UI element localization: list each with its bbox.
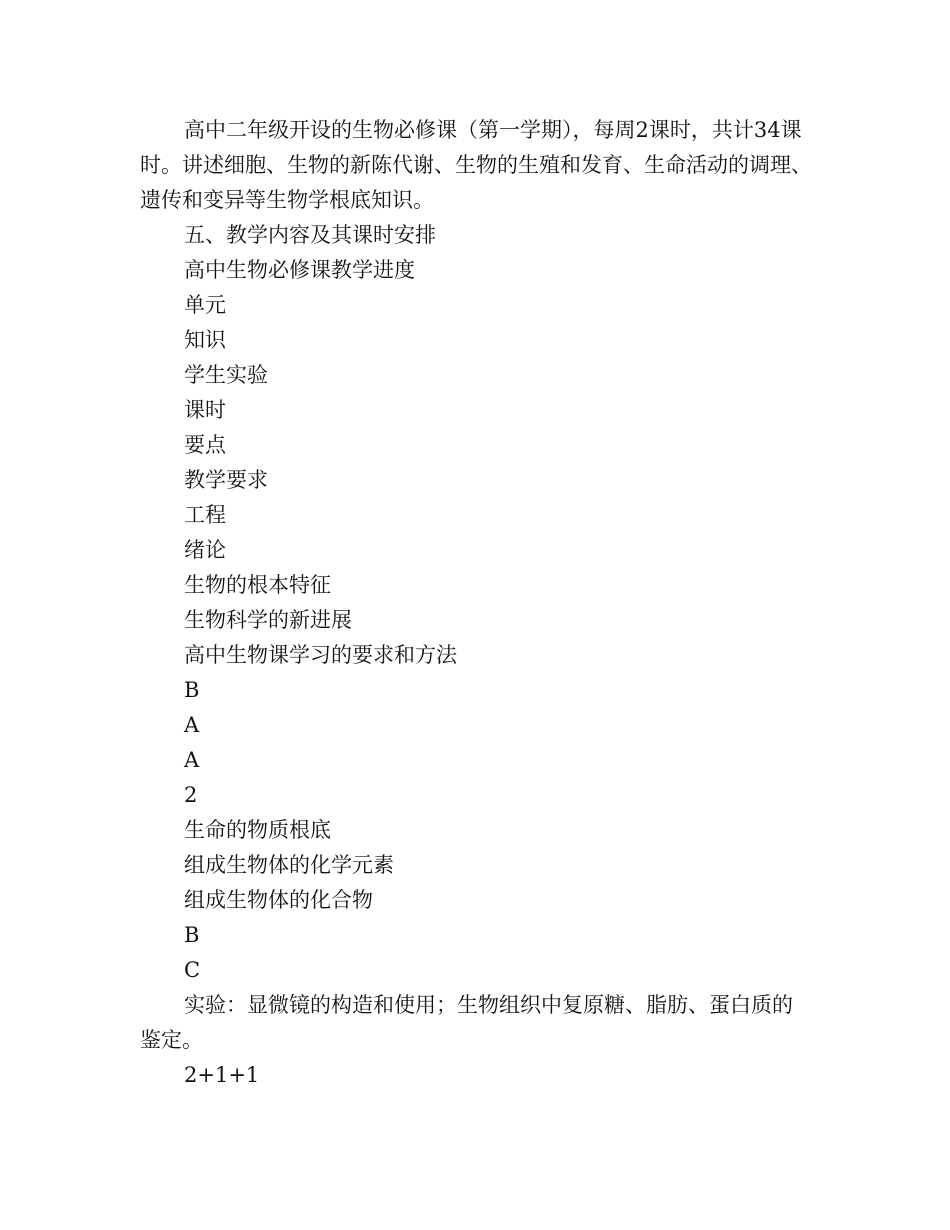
unit1-level: A xyxy=(184,713,200,737)
header-student-experiment: 学生实验 xyxy=(184,363,268,387)
unit1-topic: 生物的根本特征 xyxy=(184,573,331,597)
header-key-points: 要点 xyxy=(184,433,226,457)
table-title: 高中生物必修课教学进度 xyxy=(184,258,415,282)
header-unit: 单元 xyxy=(184,293,226,317)
unit2-topic: 组成生物体的化合物 xyxy=(184,888,373,912)
unit2-topic: 组成生物体的化学元素 xyxy=(184,853,394,877)
header-knowledge: 知识 xyxy=(184,328,226,352)
unit1-level: B xyxy=(184,678,200,702)
unit2-level: C xyxy=(184,958,201,982)
header-teaching-requirements: 教学要求 xyxy=(184,468,268,492)
unit2-level: B xyxy=(184,923,200,947)
unit1-topic: 高中生物课学习的要求和方法 xyxy=(184,643,457,667)
unit1-hours: 2 xyxy=(184,783,198,807)
unit2-hours: 2+1+1 xyxy=(184,1063,260,1087)
unit1-level: A xyxy=(184,748,200,772)
section-heading: 五、教学内容及其课时安排 xyxy=(184,223,436,247)
unit2-name: 生命的物质根底 xyxy=(184,818,331,842)
unit1-name: 绪论 xyxy=(184,538,226,562)
document-body xyxy=(140,113,812,1093)
header-project: 工程 xyxy=(184,503,226,527)
intro-paragraph: 高中二年级开设的生物必修课（第一学期），每周2课时，共计34课时。讲述细胞、生物的新陈代谢、生物的生殖和发育、生命活动的调理、遗传和变异等生物学根底知识。 xyxy=(140,118,812,212)
unit2-experiment: 实验：显微镜的构造和使用；生物组织中复原糖、脂肪、蛋白质的鉴定。 xyxy=(140,993,793,1052)
header-class-hours: 课时 xyxy=(184,398,226,422)
unit1-topic: 生物科学的新进展 xyxy=(184,608,352,632)
